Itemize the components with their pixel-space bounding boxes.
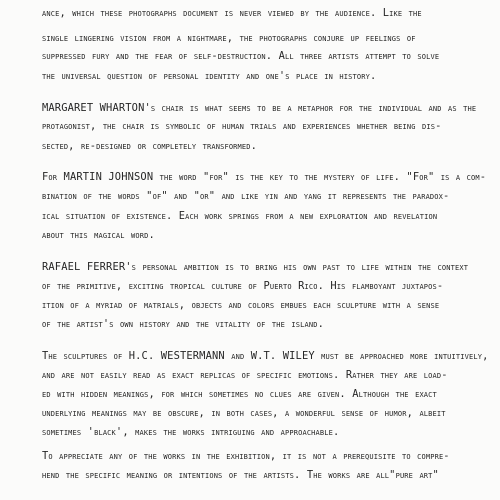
text-line-16: The sculptures of H.C. WESTERMANN and W.T. WILEY must be approached more intuitively,: [42, 350, 489, 362]
text-line-6: protagonist, the chair is symbolic of human trials and experiences whether being dis-: [42, 120, 442, 132]
text-line-10: ical situation of existence. Each work springs from a new exploration and revelation: [42, 210, 438, 222]
text-line-19: underlying meanings may be obscure, in both cases, a wonderful sense of humor, albeit: [42, 407, 446, 419]
text-line-21: To appreciate any of the works in the exhibition, it is not a prerequisite to compre-: [42, 450, 450, 462]
text-line-4: the universal question of personal identity and one's place in history.: [42, 70, 377, 82]
text-line-18: ed with hidden meanings, for which sometimes no clues are given. Although the exact: [42, 388, 437, 400]
text-line-15: of the artist's own history and the vitality of the island.: [42, 318, 324, 330]
text-line-7: sected, re-designed or completely transformed.: [42, 140, 258, 152]
text-line-8: For MARTIN JOHNSON the word "for" is the key to the mystery of life. "For" is a com-: [42, 171, 487, 183]
text-line-20: sometimes 'black', makes the works intriguing and approachable.: [42, 426, 340, 438]
text-line-22: hend the specific meaning or intentions of the artists. The works are all"pure art": [42, 469, 439, 481]
text-line-3: suppressed fury and the fear of self-destruction. All three artists attempt to solve: [42, 50, 440, 62]
text-line-2: single lingering vision from a nightmare, the photographs conjure up feelings of: [42, 32, 416, 44]
text-line-5: MARGARET WHARTON's chair is what seems to be a metaphor for the individual and as the: [42, 102, 477, 114]
text-line-14: ition of a myriad of matrials, objects and colors embues each sculpture with a sense: [42, 299, 440, 311]
text-line-12: RAFAEL FERRER's personal ambition is to bring his own past to life within the context: [42, 261, 469, 273]
text-line-17: and are not easily read as exact replicas of specific emotions. Rather they are load-: [42, 369, 448, 381]
text-line-1: ance, which these photographs document is never viewed by the audience. Like the: [42, 7, 422, 19]
text-line-11: about this magical word.: [42, 229, 155, 241]
text-line-13: of the primitive, exciting tropical culture of Puerto Rico. His flamboyant juxtapos-: [42, 280, 444, 292]
text-line-9: bination of the words "of" and "or" and like yin and yang it represents the paradox-: [42, 190, 450, 202]
